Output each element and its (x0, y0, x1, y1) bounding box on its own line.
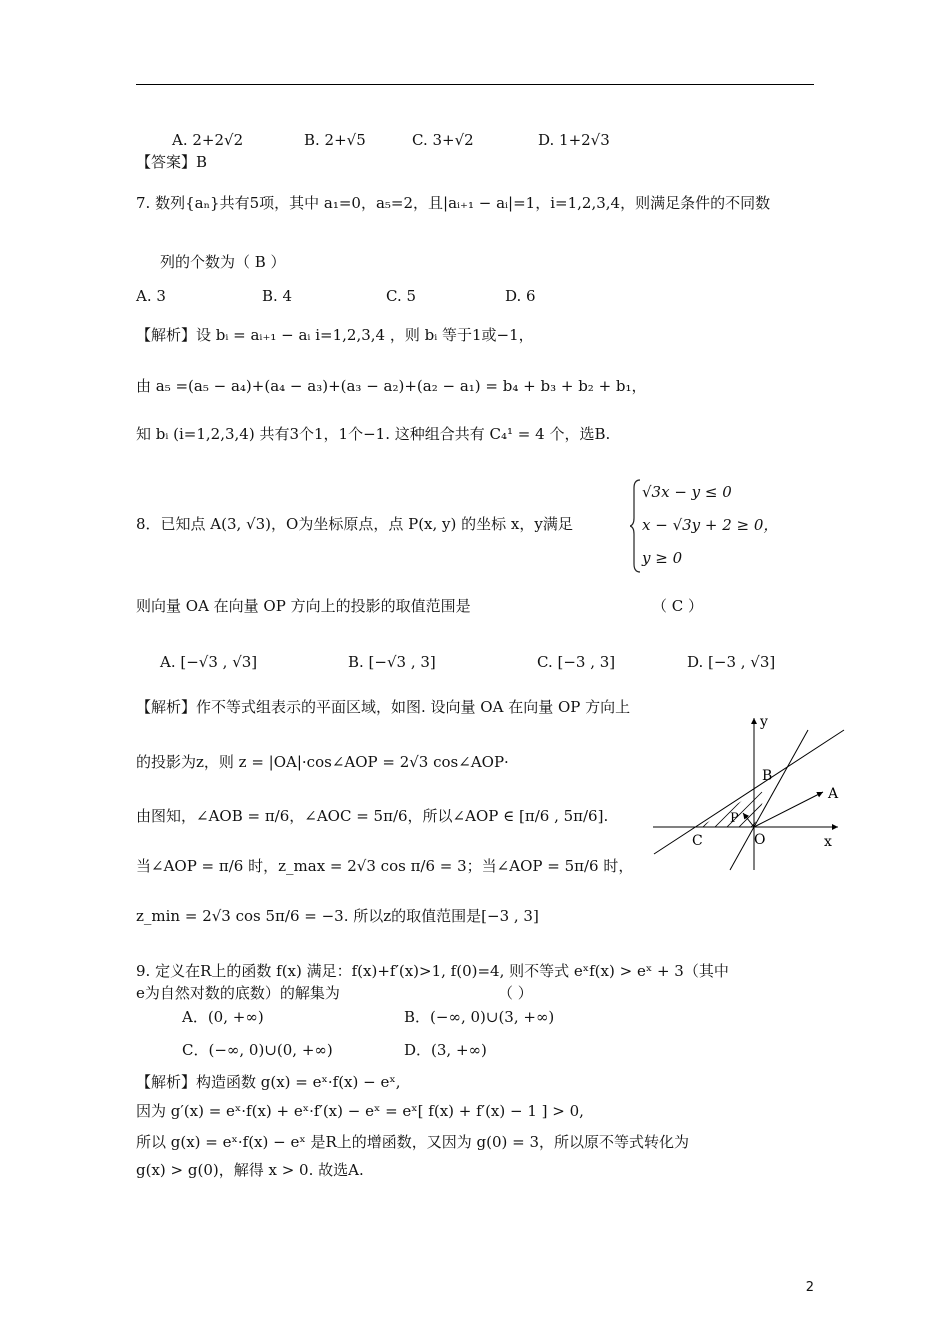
q9-solution-line2: 因为 g′(x) = eˣ·f(x) + eˣ·f′(x) − eˣ = eˣ[ f(x) + f′(x) − 1 ] > 0, (136, 1102, 584, 1120)
q8-answer: （ C ） (652, 597, 704, 615)
page-number: 2 (805, 1280, 814, 1295)
q7-option-a: A. 3 (136, 287, 166, 305)
label-o: O (754, 832, 766, 848)
label-b: B (762, 768, 773, 784)
constraint-1: √3x − y ≤ 0 (642, 483, 732, 501)
q7-solution-line2: 由 a₅ =(a₅ − a₄)+(a₄ − a₃)+(a₃ − a₂)+(a₂ − a₁) = b₄ + b₃ + b₂ + b₁， (136, 377, 647, 395)
q6-option-b: B. 2+√5 (304, 131, 366, 149)
q9-solution-line3: 所以 g(x) = eˣ·f(x) − eˣ 是R上的增函数，又因为 g(0) = 3，所以原不等式转化为 (136, 1133, 690, 1151)
q8-question-line2: 则向量 OA 在向量 OP 方向上的投影的取值范围是 (136, 597, 471, 615)
q8-option-b: B. [−√3 , 3] (348, 653, 436, 671)
q8-region-figure (648, 712, 848, 872)
q8-solution-line4: 当∠AOP = π/6 时，z_max = 2√3 cos π/6 = 3；当∠AOP = 5π/6 时， (136, 857, 634, 875)
q6-answer: 【答案】B (136, 153, 208, 171)
vector-oa (754, 792, 823, 827)
q8-solution-line3: 由图知，∠AOB = π/6，∠AOC = 5π/6，所以∠AOP ∈ [π/6 , 5π/6]. (136, 807, 609, 825)
constraint-3: y ≥ 0 (642, 549, 683, 567)
q6-option-c: C. 3+√2 (412, 131, 474, 149)
q7-question-line2: 列的个数为（ B ） (160, 253, 286, 271)
boundary-line-1 (730, 730, 808, 870)
left-brace (630, 478, 642, 574)
q9-option-d: D．(3, +∞) (404, 1041, 487, 1059)
q8-option-c: C. [−3 , 3] (537, 653, 616, 671)
q8-solution-line5: z_min = 2√3 cos 5π/6 = −3. 所以z的取值范围是[−3 , 3] (136, 907, 539, 925)
q9-option-a: A．(0, +∞) (182, 1008, 264, 1026)
q9-question-line2: e为自然对数的底数）的解集为 (136, 984, 340, 1002)
q6-option-d: D. 1+2√3 (538, 131, 610, 149)
q9-option-b: B．(−∞, 0)∪(3, +∞) (404, 1008, 555, 1026)
q7-solution-line3: 知 bᵢ (i=1,2,3,4) 共有3个1，1个−1. 这种组合共有 C₄¹ = 4 个，选B. (136, 425, 611, 443)
q6-option-a: A. 2+2√2 (172, 131, 244, 149)
q8-option-d: D. [−3 , √3] (687, 653, 776, 671)
q9-solution-line1: 【解析】构造函数 g(x) = eˣ·f(x) − eˣ, (136, 1073, 401, 1091)
q8-inequality-system (630, 478, 790, 574)
label-c: C (692, 833, 703, 849)
q7-question-line1: 7. 数列{aₙ}共有5项，其中 a₁=0，a₅=2，且|aᵢ₊₁ − aᵢ|=1，i=1,2,3,4，则满足条件的不同数 (136, 194, 771, 212)
q9-solution-line4: g(x) > g(0)，解得 x > 0. 故选A. (136, 1161, 364, 1179)
q7-option-d: D. 6 (505, 287, 536, 305)
q7-option-c: C. 5 (386, 287, 417, 305)
q8-option-a: A. [−√3 , √3] (160, 653, 258, 671)
q8-question-line1: 8．已知点 A(3, √3)，O为坐标原点，点 P(x, y) 的坐标 x，y满足 (136, 515, 573, 533)
label-a: A (828, 786, 839, 802)
q7-solution-line1: 【解析】设 bᵢ = aᵢ₊₁ − aᵢ i=1,2,3,4 ，则 bᵢ 等于1或−1， (136, 326, 534, 344)
constraint-2: x − √3y + 2 ≥ 0， (642, 516, 779, 534)
q8-solution-line2: 的投影为z，则 z = |OA|·cos∠AOP = 2√3 cos∠AOP· (136, 753, 509, 771)
header-rule (136, 84, 814, 85)
q9-question-line1: 9. 定义在R上的函数 f(x) 满足：f(x)+f′(x)>1, f(0)=4, 则不等式 eˣf(x) > eˣ + 3（其中 (136, 962, 729, 980)
q8-solution-line1: 【解析】作不等式组表示的平面区域，如图. 设向量 OA 在向量 OP 方向上 (136, 698, 631, 716)
q9-blank: （ ） (498, 984, 533, 1002)
label-y: y (760, 714, 768, 730)
label-x: x (824, 834, 832, 850)
vector-op (743, 813, 754, 827)
q7-option-b: B. 4 (262, 287, 293, 305)
label-p: P (730, 811, 739, 826)
q9-option-c: C．(−∞, 0)∪(0, +∞) (182, 1041, 333, 1059)
